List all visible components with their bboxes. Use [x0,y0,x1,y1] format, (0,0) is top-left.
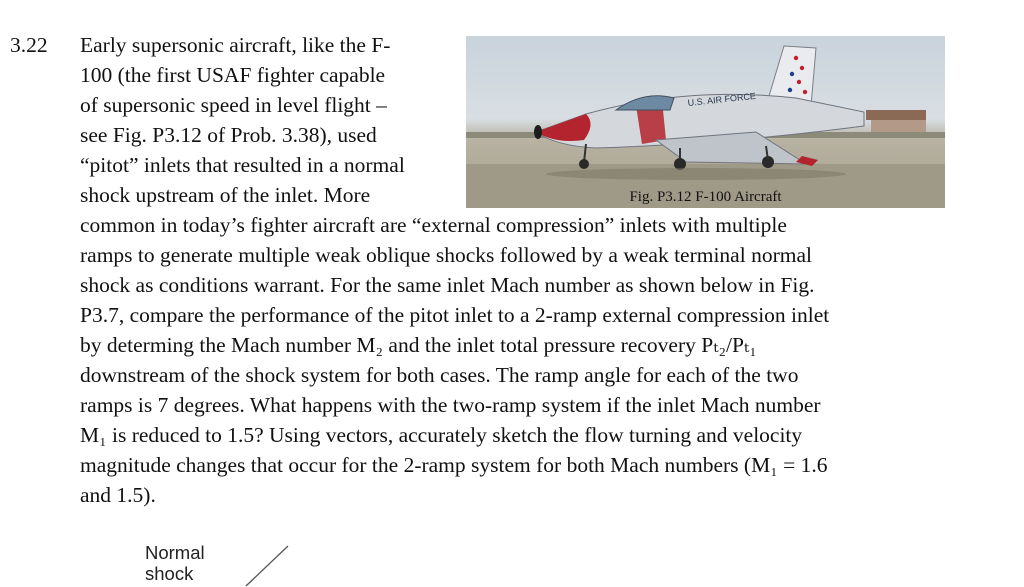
problem-line: shock upstream of the inlet. More [80,183,371,207]
problem-line: magnitude changes that occur for the 2-ramp system for both Mach numbers (M₁ = 1.6 [80,453,828,477]
problem-line: by determing the Mach number M₂ and the inlet total pressure recovery Pₜ₂/Pₜ₁ [80,333,757,357]
problem-line: ramps is 7 degrees. What happens with the two-ramp system if the inlet Mach number [80,393,821,417]
problem-line: and 1.5). [80,483,156,507]
problem-number: 3.22 [10,33,48,57]
aircraft-photo [466,36,945,208]
problem-line: 100 (the first USAF fighter capable [80,63,386,87]
canopy [616,96,674,110]
problem-line: downstream of the shock system for both cases. The ramp angle for each of the two [80,363,799,387]
normal-shock-label [145,542,205,584]
problem-line: of supersonic speed in level flight – [80,93,387,117]
normal-shock-pointer [240,544,292,587]
problem-line: ramps to generate multiple weak oblique shocks followed by a weak terminal normal [80,243,812,267]
problem-line: Early supersonic aircraft, like the F- [80,33,391,57]
nose-wheel [579,159,589,169]
figure-caption: Fig. P3.12 F-100 Aircraft [629,189,782,205]
normal-shock-label-line: shock [145,563,194,584]
problem-line: common in today’s fighter aircraft are “external compression” inlets with multiple [80,213,787,237]
problem-line: see Fig. P3.12 of Prob. 3.38), used [80,123,377,147]
normal-shock-label-line: Normal [145,542,205,563]
pitot-inlet [534,125,542,139]
problem-line: M₁ is reduced to 1.5? Using vectors, accurately sketch the flow turning and velocity [80,423,803,447]
fuselage-marking: U.S. AIR FORCE [687,90,757,108]
main-wheel [762,156,774,168]
f100-aircraft-illustration [466,36,945,208]
hangar-roof [866,110,926,120]
problem-line: “pitot” inlets that resulted in a normal [80,153,405,177]
problem-line: P3.7, compare the performance of the pitot inlet to a 2-ramp external compression inlet [80,303,830,327]
problem-line: shock as conditions warrant. For the same inlet Mach number as shown below in Fig. [80,273,815,297]
